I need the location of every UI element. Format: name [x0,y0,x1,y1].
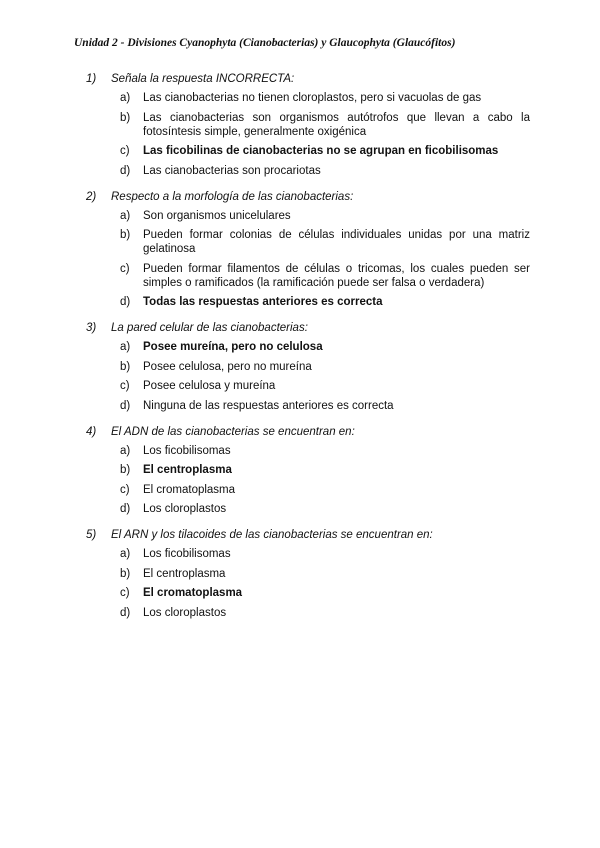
question-number: 5) [86,529,97,541]
option-c [120,586,530,600]
question-text: La pared celular de las cianobacterias: [111,322,308,334]
option-text: Los cloroplastos [143,606,227,619]
option-text: Los cloroplastos [143,503,227,515]
question-prompt [86,425,530,439]
option-text: Las cianobacterias son procariotas [143,164,321,177]
question-5 [86,528,530,620]
option-letter: a) [120,209,131,222]
option-d [120,164,530,178]
option-letter: d) [120,399,131,412]
option-letter: a) [120,548,131,560]
option-letter: c) [120,145,130,157]
option-d [120,502,530,516]
option-letter: b) [120,360,131,373]
option-a [120,209,530,223]
option-letter: d) [120,164,131,177]
option-letter: a) [120,92,131,104]
correct-option-text: El cromatoplasma [143,587,243,599]
option-a [120,340,530,354]
question-1 [86,72,530,178]
question-list [86,72,530,632]
question-prompt [86,190,530,204]
option-letter: b) [120,229,131,241]
question-2 [86,190,530,310]
question-prompt [86,528,530,542]
option-letter: a) [120,444,131,457]
option-text: Pueden formar filamentos de células o tricomas, los cuales pueden ser simples o ramificados (la ramificación puede ser falsa o verdadera) [143,262,530,289]
option-letter: b) [120,567,131,580]
options-list [120,444,530,517]
option-text: Los ficobilisomas [143,444,231,457]
correct-option-text: Todas las respuestas anteriores es correcta [143,296,383,308]
option-c [120,483,530,497]
option-text: Pueden formar colonias de células individuales unidas por una matriz gelatinosa [143,229,530,255]
question-number: 4) [86,425,97,438]
option-b [120,111,530,139]
option-text: Posee celulosa, pero no mureína [143,360,312,373]
page-header: Unidad 2 - Divisiones Cyanophyta (Cianobacterias) y Glaucophyta (Glaucófitos) [74,37,456,49]
option-b [120,360,530,374]
option-b [120,228,530,256]
option-d [120,295,530,309]
options-list [120,209,530,310]
option-letter: d) [120,503,131,515]
option-a [120,547,530,561]
question-number: 3) [86,322,97,334]
option-letter: b) [120,111,131,124]
question-text: Respecto a la morfología de las cianobacterias: [111,190,354,203]
option-text: El cromatoplasma [143,483,236,496]
option-d [120,399,530,413]
option-a [120,444,530,458]
option-letter: d) [120,606,131,619]
option-text: Las cianobacterias no tienen cloroplastos, pero si vacuolas de gas [143,92,482,104]
option-b [120,463,530,477]
options-list [120,547,530,620]
option-letter: c) [120,380,130,392]
option-b [120,567,530,581]
question-text: El ARN y los tilacoides de las cianobacterias se encuentran en: [111,529,433,541]
option-text: Los ficobilisomas [143,548,231,560]
option-letter: b) [120,464,131,476]
question-number: 1) [86,73,97,85]
question-prompt [86,72,530,86]
correct-option-text: Posee mureína, pero no celulosa [143,341,323,353]
option-letter: c) [120,483,130,496]
correct-option-text: Las ficobilinas de cianobacterias no se agrupan en ficobilisomas [143,145,499,157]
option-letter: d) [120,296,131,308]
option-letter: a) [120,341,131,353]
option-text: Posee celulosa y mureína [143,380,276,392]
options-list [120,91,530,178]
question-number: 2) [86,190,97,203]
correct-option-text: El centroplasma [143,464,232,476]
option-letter: c) [120,587,130,599]
option-letter: c) [120,262,130,275]
option-text: Son organismos unicelulares [143,209,291,222]
option-text: El centroplasma [143,567,226,580]
option-c [120,262,530,290]
question-3 [86,321,530,413]
option-c [120,144,530,158]
question-prompt [86,321,530,335]
option-d [120,606,530,620]
options-list [120,340,530,413]
option-a [120,91,530,105]
question-4 [86,425,530,517]
option-text: Las cianobacterias son organismos autótrofos que llevan a cabo la fotosíntesis simple, generalmente oxigénica [143,111,530,138]
question-text: El ADN de las cianobacterias se encuentran en: [111,425,355,438]
option-text: Ninguna de las respuestas anteriores es correcta [143,399,394,412]
option-c [120,379,530,393]
question-text: Señala la respuesta INCORRECTA: [111,73,295,85]
